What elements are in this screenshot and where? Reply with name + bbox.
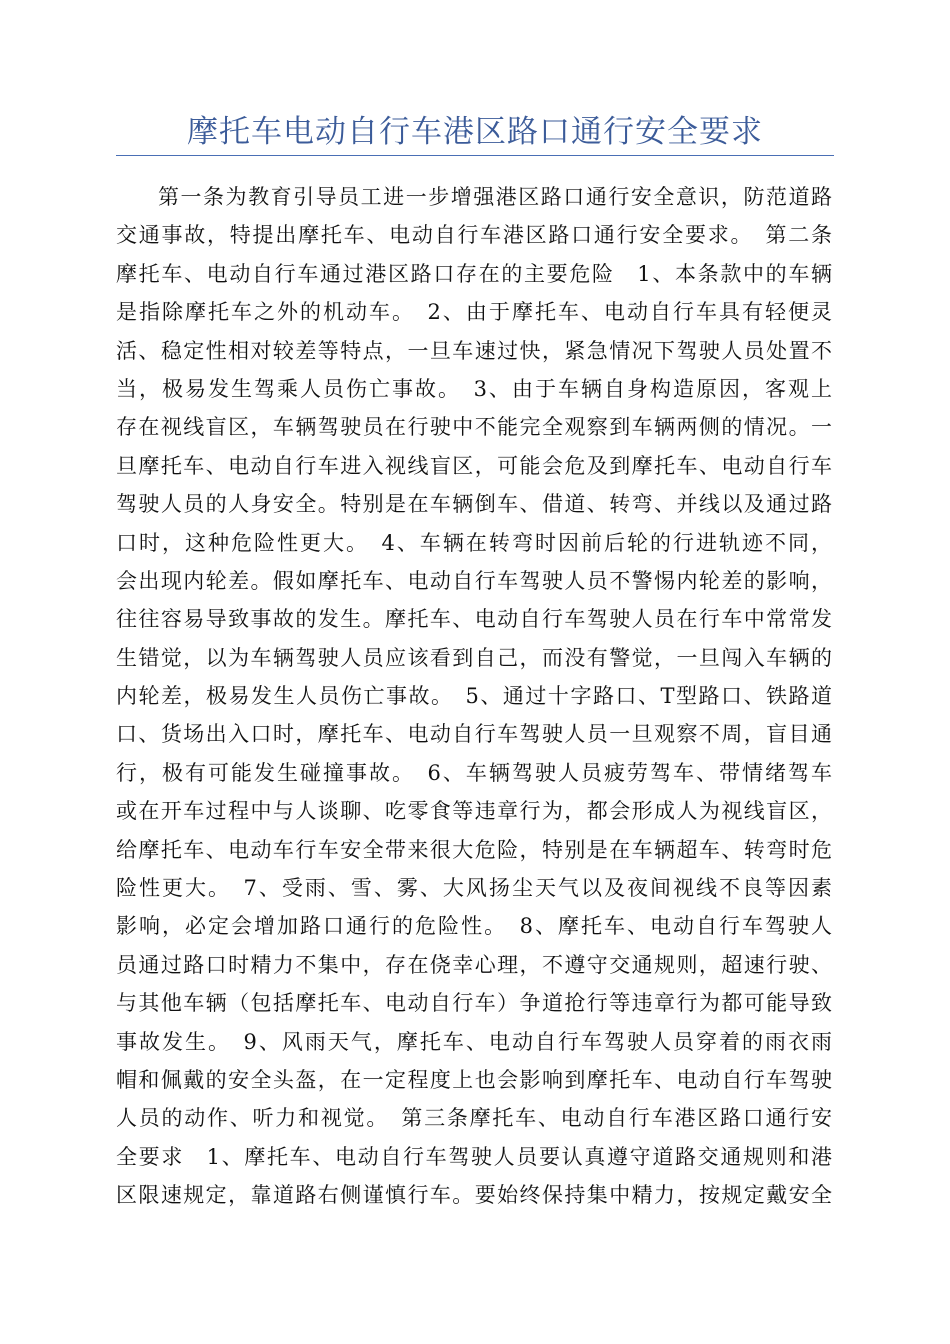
body-line: 生错觉，以为车辆驾驶人员应该看到自己，而没有警觉，一旦闯入车辆的 [116,645,832,670]
title-underline [116,155,834,156]
body-line: 口、货场出入口时，摩托车、电动自行车驾驶人员一旦观察不周，盲目通 [116,722,832,747]
body-line: 是指除摩托车之外的机动车。 2、由于摩托车、电动自行车具有轻便灵 [116,300,832,325]
body-line: 旦摩托车、电动自行车进入视线盲区，可能会危及到摩托车、电动自行车 [116,453,832,478]
body-line: 口时，这种危险性更大。 4、车辆在转弯时因前后轮的行进轨迹不同， [116,530,832,555]
body-line: 摩托车、电动自行车通过港区路口存在的主要危险 1、本条款中的车辆 [116,261,832,286]
body-line: 帽和佩戴的安全头盔，在一定程度上也会影响到摩托车、电动自行车驾驶 [116,1067,832,1092]
document-title: 摩托车电动自行车港区路口通行安全要求 [187,114,763,150]
body-line: 内轮差，极易发生人员伤亡事故。 5、通过十字路口、T型路口、铁路道 [116,684,832,709]
body-line: 第一条为教育引导员工进一步增强港区路口通行安全意识，防范道路 [158,185,832,209]
body-line: 人员的动作、听力和视觉。 第三条摩托车、电动自行车港区路口通行安 [116,1106,832,1131]
body-line: 影响，必定会增加路口通行的危险性。 8、摩托车、电动自行车驾驶人 [116,914,832,939]
body-line: 员通过路口时精力不集中，存在侥幸心理，不遵守交通规则，超速行驶、 [116,952,832,977]
body-line: 存在视线盲区，车辆驾驶员在行驶中不能完全观察到车辆两侧的情况。一 [116,415,832,440]
body-line: 会出现内轮差。假如摩托车、电动自行车驾驶人员不警惕内轮差的影响， [116,568,832,593]
body-line: 驾驶人员的人身安全。特别是在车辆倒车、借道、转弯、并线以及通过路 [116,492,832,517]
body-line: 往往容易导致事故的发生。摩托车、电动自行车驾驶人员在行车中常常发 [116,607,832,632]
body-line: 区限速规定，靠道路右侧谨慎行车。要始终保持集中精力，按规定戴安全 [116,1183,832,1208]
body-line: 险性更大。 7、受雨、雪、雾、大风扬尘天气以及夜间视线不良等因素 [116,876,832,901]
body-line: 交通事故，特提出摩托车、电动自行车港区路口通行安全要求。 第二条 [116,223,832,248]
body-line: 当，极易发生驾乘人员伤亡事故。 3、由于车辆自身构造原因，客观上 [116,376,832,401]
document-body [116,178,832,1215]
body-line: 事故发生。 9、风雨天气，摩托车、电动自行车驾驶人员穿着的雨衣雨 [116,1029,832,1054]
body-line: 行，极有可能发生碰撞事故。 6、车辆驾驶人员疲劳驾车、带情绪驾车 [116,760,832,785]
body-line: 与其他车辆（包括摩托车、电动自行车）争道抢行等违章行为都可能导致 [116,991,832,1016]
body-line: 给摩托车、电动车行车安全带来很大危险，特别是在车辆超车、转弯时危 [116,837,832,862]
body-line: 全要求 1、摩托车、电动自行车驾驶人员要认真遵守道路交通规则和港 [116,1144,832,1169]
body-line: 活、稳定性相对较差等特点，一旦车速过快，紧急情况下驾驶人员处置不 [116,338,832,363]
body-line: 或在开车过程中与人谈聊、吃零食等违章行为，都会形成人为视线盲区， [116,799,832,824]
